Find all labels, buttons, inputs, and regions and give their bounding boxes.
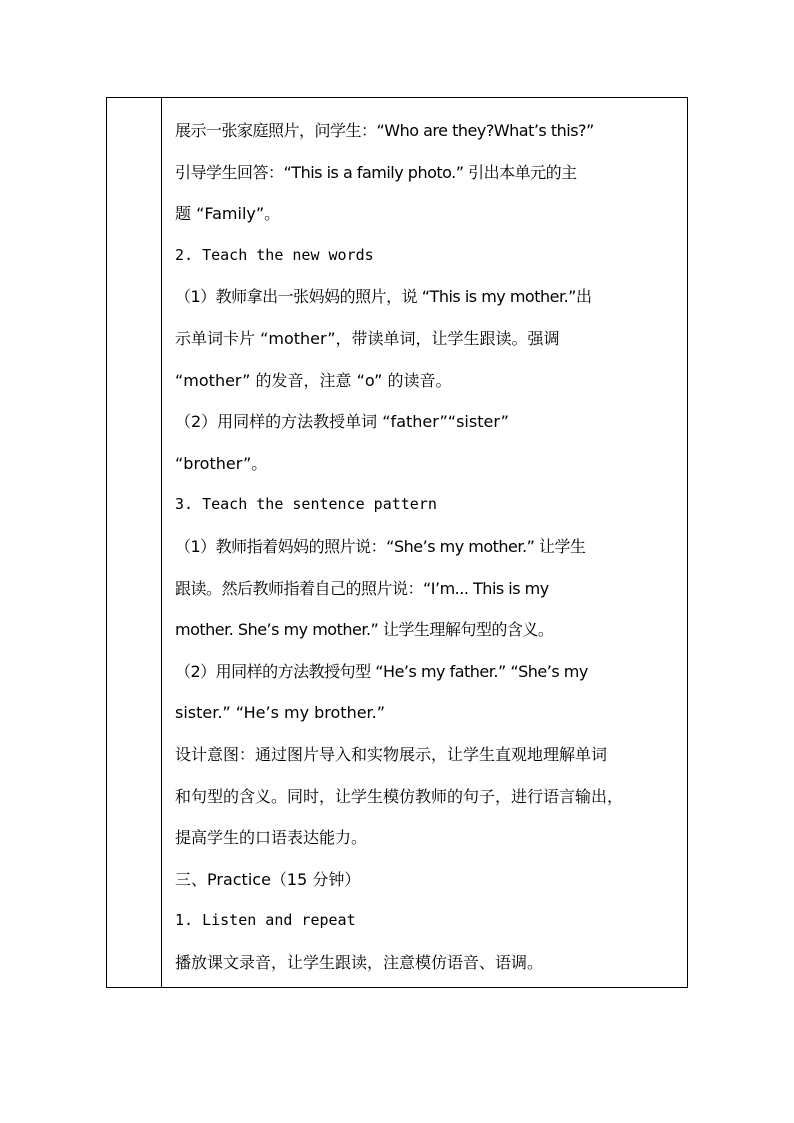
table-column-divider: [161, 97, 162, 988]
text-line: （1）教师指着妈妈的照片说：“She’s my mother.” 让学生: [175, 536, 586, 556]
text-line: （2）用同样的方法教授单词 “father”“sister”: [175, 412, 509, 432]
section-heading: 3. Teach the sentence pattern: [175, 495, 437, 514]
section-heading: 1. Listen and repeat: [175, 911, 356, 930]
text-line: 设计意图：通过图片导入和实物展示，让学生直观地理解单词: [175, 744, 608, 764]
text-line: 展示一张家庭照片，问学生：“Who are they?What’s this?”: [175, 121, 594, 140]
section-heading: 2. Teach the new words: [175, 245, 374, 264]
text-line: （1）教师拿出一张妈妈的照片，说 “This is my mother.”出: [175, 287, 592, 307]
text-line: 播放课文录音，让学生跟读，注意模仿语音、语调。: [175, 952, 544, 972]
text-line: （2）用同样的方法教授句型 “He’s my father.” “She’s my: [175, 661, 588, 681]
text-line: 跟读。然后教师指着自己的照片说：“I’m... This is my: [175, 578, 549, 598]
text-line: “mother” 的发音，注意 “o” 的读音。: [175, 370, 452, 390]
text-line: sister.” “He’s my brother.”: [175, 703, 386, 723]
text-line: 题 “Family”。: [175, 204, 281, 224]
text-line: 示单词卡片 “mother”，带读单词，让学生跟读。强调: [175, 328, 560, 348]
text-line: 和句型的含义。同时，让学生模仿教师的句子，进行语言输出，: [175, 786, 624, 806]
text-line: 引导学生回答：“This is a family photo.” 引出本单元的主: [175, 162, 577, 182]
text-line: “brother”。: [175, 453, 268, 473]
text-line: 提高学生的口语表达能力。: [175, 828, 368, 848]
section-heading: 三、Practice（15 分钟）: [175, 869, 361, 889]
lesson-content-cell: [175, 110, 680, 983]
text-line: mother. She’s my mother.” 让学生理解句型的含义。: [175, 620, 554, 640]
